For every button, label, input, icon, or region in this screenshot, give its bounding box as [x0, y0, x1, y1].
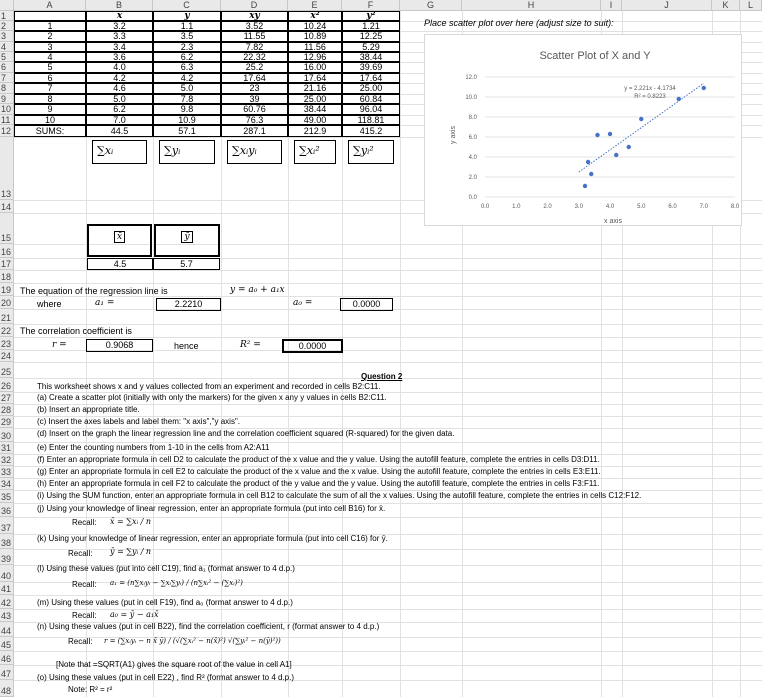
sum-symbol-y: ∑yᵢ — [159, 140, 215, 164]
regression-line-text: The equation of the regression line is — [20, 286, 168, 296]
grid-row-line — [14, 270, 762, 271]
column-header-J[interactable]: J — [622, 0, 712, 11]
table-cell[interactable]: 9.8 — [153, 104, 221, 115]
table-cell[interactable]: 7.82 — [221, 42, 288, 52]
xbar-symbol: x̄ — [114, 231, 125, 243]
row-header-36[interactable]: 36 — [0, 503, 14, 517]
row-header-28[interactable]: 28 — [0, 404, 14, 416]
grid-row-line — [14, 337, 762, 338]
scatter-chart[interactable] — [424, 34, 742, 226]
row-header-25[interactable]: 25 — [0, 362, 14, 378]
row-header-27[interactable]: 27 — [0, 392, 14, 404]
table-cell[interactable]: 25.00 — [288, 94, 342, 104]
table-cell[interactable]: 2.3 — [153, 42, 221, 52]
table-cell[interactable]: 7 — [14, 83, 86, 94]
question-line: (j) Using your knowledge of linear regression, enter an appropriate formula (put into cell B16) for x̄. — [37, 504, 386, 513]
row-header-34[interactable]: 34 — [0, 478, 14, 490]
table-cell[interactable]: 49.00 — [288, 115, 342, 125]
hence-label: hence — [174, 341, 199, 351]
row-header-15[interactable]: 15 — [0, 213, 14, 244]
table-cell[interactable]: 11.56 — [288, 42, 342, 52]
row-header-18[interactable]: 18 — [0, 270, 14, 283]
row-header-3[interactable]: 3 — [0, 31, 14, 42]
r-label: r = — [52, 340, 67, 350]
xbar-value[interactable]: 4.5 — [87, 258, 153, 270]
scatter-point — [639, 117, 643, 121]
table-cell[interactable]: 5.0 — [86, 94, 153, 104]
recall-ybar: Recall: — [68, 549, 93, 558]
question-m: (m) Using these values (put in cell F19), find a₀ (format answer to 4 d.p.) — [37, 598, 293, 607]
table-cell[interactable]: 4.2 — [86, 73, 153, 83]
row-header-4[interactable]: 4 — [0, 42, 14, 52]
ybar-formula: ȳ = ∑yᵢ / n — [110, 547, 152, 556]
y-tick-label: 12.0 — [465, 75, 477, 81]
table-cell[interactable]: 16.00 — [288, 62, 342, 73]
table-cell[interactable]: 118.81 — [342, 115, 400, 125]
table-cell[interactable]: 3.52 — [221, 21, 288, 31]
row-header-48[interactable]: 48 — [0, 680, 14, 697]
ybar-symbol: ȳ — [181, 231, 192, 243]
row-header-38[interactable]: 38 — [0, 534, 14, 549]
table-cell[interactable]: 5 — [14, 62, 86, 73]
table-cell[interactable]: 6 — [14, 73, 86, 83]
table-cell[interactable]: 5.29 — [342, 42, 400, 52]
x-tick-label: 5.0 — [637, 204, 646, 210]
a1-value[interactable]: 2.2210 — [156, 298, 221, 311]
table-cell[interactable]: 3.4 — [86, 42, 153, 52]
column-header-H[interactable]: H — [462, 0, 601, 11]
table-cell[interactable]: 3.6 — [86, 52, 153, 62]
row-header-45[interactable]: 45 — [0, 637, 14, 651]
row-header-16[interactable]: 16 — [0, 244, 14, 258]
table-cell[interactable]: 25.2 — [221, 62, 288, 73]
column-header-C[interactable]: C — [153, 0, 221, 11]
a1-formula: a₁ = (n∑xᵢyᵢ − ∑xᵢ∑yᵢ) / (n∑xᵢ² − (∑xᵢ)²) — [110, 579, 243, 587]
table-cell[interactable]: 10 — [14, 115, 86, 125]
y-tick-label: 2.0 — [468, 175, 477, 181]
table-header-xy[interactable]: xy — [221, 11, 288, 21]
table-cell[interactable]: 39.69 — [342, 62, 400, 73]
sum-symbol-xy: ∑xᵢyᵢ — [227, 140, 282, 164]
table-cell[interactable]: 1 — [14, 21, 86, 31]
sum-symbol-x2: ∑xᵢ² — [294, 140, 336, 164]
row-header-46[interactable]: 46 — [0, 651, 14, 665]
sqrt-note: [Note that =SQRT(A1) gives the square root of the value in cell A1] — [56, 660, 292, 669]
column-header-I[interactable]: I — [601, 0, 622, 11]
table-cell[interactable]: 38.44 — [288, 104, 342, 115]
table-cell[interactable]: 21.16 — [288, 83, 342, 94]
grid-row-line — [14, 651, 762, 652]
question-l: (l) Using these values (put into cell C19), find a₁ (format answer to 4 d.p.) — [37, 564, 295, 573]
scatter-point — [614, 153, 618, 157]
x-tick-label: 8.0 — [730, 204, 740, 210]
question-line: (c) Insert the axes labels and label them: "x axis","y axis". — [37, 417, 240, 426]
table-cell[interactable]: 38.44 — [342, 52, 400, 62]
scatter-point — [702, 86, 706, 90]
recall-xbar: Recall: — [72, 518, 97, 527]
table-cell[interactable]: 25.00 — [342, 83, 400, 94]
chart-svg — [425, 35, 741, 225]
row-header-10[interactable]: 10 — [0, 104, 14, 115]
question-line: (i) Using the SUM function, enter an appropriate formula in cell B12 to calculate the sum of all the x values. Using the autofill feature, complete the entries in cells C12:F12. — [37, 491, 642, 500]
grid-row-line — [14, 324, 762, 325]
ybar-symbol-cell[interactable] — [154, 224, 220, 257]
row-header-33[interactable]: 33 — [0, 466, 14, 478]
row-header-39[interactable]: 39 — [0, 549, 14, 565]
table-header-x[interactable]: x — [86, 11, 153, 21]
table-cell[interactable]: 4 — [14, 52, 86, 62]
table-cell[interactable]: 3.2 — [86, 21, 153, 31]
y-tick-label: 4.0 — [468, 155, 477, 161]
question-line: (g) Enter an appropriate formula in cell E2 to calculate the product of the x value and the x value. Using the autofill feature, complete the entries in cells E3:E11. — [37, 467, 601, 476]
table-cell[interactable]: 12.25 — [342, 31, 400, 42]
row-header-31[interactable]: 31 — [0, 442, 14, 454]
a1-label: a₁ = — [95, 298, 115, 308]
table-cell[interactable]: 6.2 — [153, 52, 221, 62]
a0-label: a₀ = — [293, 298, 313, 308]
x-tick-label: 6.0 — [668, 204, 677, 210]
table-header-x2[interactable]: x² — [288, 11, 342, 21]
table-cell[interactable]: 96.04 — [342, 104, 400, 115]
row-header-26[interactable]: 26 — [0, 378, 14, 392]
question-line: (a) Create a scatter plot (initially with only the markers) for the given x any y values in cells B2:C11. — [37, 393, 387, 402]
row-header-43[interactable]: 43 — [0, 609, 14, 622]
table-cell[interactable]: 22.32 — [221, 52, 288, 62]
table-cell[interactable]: 7.0 — [86, 115, 153, 125]
row-header-13[interactable]: 13 — [0, 137, 14, 200]
table-cell[interactable]: 1.21 — [342, 21, 400, 31]
table-cell[interactable]: 2 — [14, 31, 86, 42]
x-tick-label: 4.0 — [605, 204, 615, 210]
recall-r: Recall: — [68, 637, 93, 646]
trendline-r2: R² = 0.8223 — [634, 94, 666, 100]
column-header-L[interactable]: L — [740, 0, 762, 11]
chart-placement-note: Place scatter plot over here (adjust size to suit): — [424, 18, 614, 28]
column-header-G[interactable]: G — [400, 0, 462, 11]
table-cell[interactable]: 6.3 — [153, 62, 221, 73]
correlation-text: The correlation coefficient is — [20, 326, 132, 336]
table-cell[interactable]: 3.5 — [153, 31, 221, 42]
table-cell[interactable]: 4.2 — [153, 73, 221, 83]
column-header-E[interactable]: E — [288, 0, 342, 11]
x-tick-label: 1.0 — [512, 204, 521, 210]
column-header-B[interactable]: B — [86, 0, 153, 11]
row-header-42[interactable]: 42 — [0, 595, 14, 609]
sum-value-x[interactable]: 44.5 — [86, 125, 153, 137]
table-cell[interactable]: 12.96 — [288, 52, 342, 62]
trendline-equation: y = 2.221x - 4.1734 — [624, 86, 676, 92]
ybar-value[interactable]: 5.7 — [153, 258, 220, 270]
table-cell[interactable]: 8 — [14, 94, 86, 104]
sum-symbol-y2: ∑yᵢ² — [348, 140, 394, 164]
a0-formula: a₀ = ȳ − a₁x̄ — [110, 610, 159, 619]
y-tick-label: 0.0 — [468, 195, 477, 201]
recall-a1: Recall: — [72, 580, 97, 589]
row-header-7[interactable]: 7 — [0, 73, 14, 83]
x-tick-label: 7.0 — [699, 204, 708, 210]
column-header-K[interactable]: K — [712, 0, 740, 11]
table-cell[interactable]: 10.9 — [153, 115, 221, 125]
column-header-A[interactable]: A — [14, 0, 86, 11]
chart-title: Scatter Plot of X and Y — [539, 50, 651, 62]
row-header-21[interactable]: 21 — [0, 309, 14, 324]
row-header-19[interactable]: 19 — [0, 283, 14, 296]
recall-a0: Recall: — [72, 611, 97, 620]
table-cell[interactable]: 17.64 — [288, 73, 342, 83]
sum-value-x2[interactable]: 212.9 — [288, 125, 342, 137]
sum-symbol-x: ∑xᵢ — [92, 140, 147, 164]
grid-row-line — [14, 362, 762, 363]
question-line: (d) Insert on the graph the linear regression line and the correlation coefficient squared (R-squared) for the given data. — [37, 429, 455, 438]
table-cell[interactable]: 76.3 — [221, 115, 288, 125]
row-header-41[interactable]: 41 — [0, 582, 14, 595]
question-o: (o) Using these values (put in cell E22) , find R² (format answer to 4 d.p.) — [37, 673, 294, 682]
row-header-30[interactable]: 30 — [0, 428, 14, 442]
scatter-point — [608, 132, 612, 136]
a0-value[interactable]: 0.0000 — [340, 298, 393, 311]
table-cell[interactable]: 5.0 — [153, 83, 221, 94]
row-header-17[interactable]: 17 — [0, 258, 14, 270]
table-cell[interactable]: 4.6 — [86, 83, 153, 94]
sum-value-y[interactable]: 57.1 — [153, 125, 221, 137]
table-cell[interactable]: 60.84 — [342, 94, 400, 104]
table-cell[interactable]: 7.8 — [153, 94, 221, 104]
row-header-23[interactable]: 23 — [0, 337, 14, 350]
row-header-32[interactable]: 32 — [0, 454, 14, 466]
row-header-6[interactable]: 6 — [0, 62, 14, 73]
sum-value-xy[interactable]: 287.1 — [221, 125, 288, 137]
column-header-D[interactable]: D — [221, 0, 288, 11]
scatter-point — [583, 184, 587, 188]
select-all-corner[interactable] — [0, 0, 14, 11]
table-header-y[interactable]: y — [153, 11, 221, 21]
regression-equation: y = a₀ + a₁x — [230, 285, 285, 295]
table-cell[interactable]: 4.0 — [86, 62, 153, 73]
question-n: (n) Using these values (put in cell B22), find the correlation coefficient, r (format answer to 4 d.p.) — [37, 622, 380, 631]
grid-row-line — [14, 595, 762, 596]
sum-value-y2[interactable]: 415.2 — [342, 125, 400, 137]
grid-row-line — [14, 283, 762, 284]
row-header-44[interactable]: 44 — [0, 622, 14, 637]
table-cell[interactable]: 23 — [221, 83, 288, 94]
row-header-1[interactable]: 1 — [0, 11, 14, 21]
y-tick-label: 10.0 — [465, 95, 477, 101]
r-formula: r = (∑xᵢyᵢ − n x̄ ȳ) / (√(∑xᵢ² − n(x̄)²) √(∑yᵢ² − n(ȳ)²)) — [104, 637, 281, 645]
x-axis-label: x axis — [604, 218, 622, 225]
scatter-point — [595, 133, 599, 137]
table-cell[interactable]: 9 — [14, 104, 86, 115]
row-header-14[interactable]: 14 — [0, 200, 14, 213]
scatter-point — [589, 172, 593, 176]
table-cell[interactable]: 11.55 — [221, 31, 288, 42]
question-line: (h) Enter an appropriate formula in cell F2 to calculate the product of the y value and the y value. Using the autofill feature, complete the entries in cells F3:F11. — [37, 479, 600, 488]
table-cell[interactable]: 17.64 — [221, 73, 288, 83]
row-header-47[interactable]: 47 — [0, 665, 14, 680]
table-cell[interactable]: 6.2 — [86, 104, 153, 115]
y-tick-label: 8.0 — [468, 115, 477, 121]
xbar-formula: x̄ = ∑xᵢ / n — [110, 517, 152, 526]
r2-value[interactable]: 0.0000 — [282, 339, 343, 353]
table-cell[interactable]: 60.76 — [221, 104, 288, 115]
column-header-F[interactable]: F — [342, 0, 400, 11]
row-header-5[interactable]: 5 — [0, 52, 14, 62]
table-header-y2[interactable]: y² — [342, 11, 400, 21]
row-header-29[interactable]: 29 — [0, 416, 14, 428]
question-line: (b) Insert an appropriate title. — [37, 405, 140, 414]
r2-label: R² = — [240, 340, 261, 350]
row-header-40[interactable]: 40 — [0, 565, 14, 582]
r-value[interactable]: 0.9068 — [86, 339, 153, 352]
y-tick-label: 6.0 — [468, 135, 477, 141]
row-header-24[interactable]: 24 — [0, 350, 14, 362]
row-header-2[interactable]: 2 — [0, 21, 14, 31]
question-k: (k) Using your knowledge of linear regression, enter an appropriate formula (put into cell C16) for ȳ. — [37, 534, 388, 543]
question-title: Question 2 — [361, 372, 403, 381]
x-tick-label: 0.0 — [480, 204, 490, 210]
row-header-12[interactable]: 12 — [0, 125, 14, 137]
row-header-11[interactable]: 11 — [0, 115, 14, 125]
question-line: This worksheet shows x and y values collected from an experiment and recorded in cells B2:C11. — [37, 382, 381, 391]
grid-row-line — [14, 296, 762, 297]
scatter-point — [677, 97, 681, 101]
table-cell[interactable]: 1.1 — [153, 21, 221, 31]
x-tick-label: 2.0 — [543, 204, 552, 210]
where-label: where — [37, 299, 62, 309]
table-cell[interactable]: 10.89 — [288, 31, 342, 42]
table-cell[interactable]: 39 — [221, 94, 288, 104]
scatter-point — [627, 145, 631, 149]
row-header-20[interactable]: 20 — [0, 296, 14, 309]
row-header-9[interactable]: 9 — [0, 94, 14, 104]
x-tick-label: 3.0 — [574, 204, 583, 210]
question-line: (f) Enter an appropriate formula in cell D2 to calculate the product of the x value and the y value. Using the autofill feature, complete the entries in cells D3:D11. — [37, 455, 600, 464]
r2-note: Note: R² = r² — [68, 685, 113, 694]
xbar-symbol-cell[interactable] — [87, 224, 152, 257]
table-cell[interactable]: 17.64 — [342, 73, 400, 83]
table-cell[interactable]: 3 — [14, 42, 86, 52]
row-header-35[interactable]: 35 — [0, 490, 14, 503]
sums-label[interactable]: SUMS: — [14, 125, 86, 137]
row-header-22[interactable]: 22 — [0, 324, 14, 337]
y-axis-label: y axis — [450, 126, 457, 144]
row-header-8[interactable]: 8 — [0, 83, 14, 94]
table-cell[interactable]: 3.3 — [86, 31, 153, 42]
scatter-point — [586, 160, 590, 164]
table-cell[interactable]: 10.24 — [288, 21, 342, 31]
row-header-37[interactable]: 37 — [0, 517, 14, 534]
table-header-a[interactable] — [14, 11, 86, 21]
question-line: (e) Enter the counting numbers from 1-10 in the cells from A2:A11 — [37, 443, 270, 452]
